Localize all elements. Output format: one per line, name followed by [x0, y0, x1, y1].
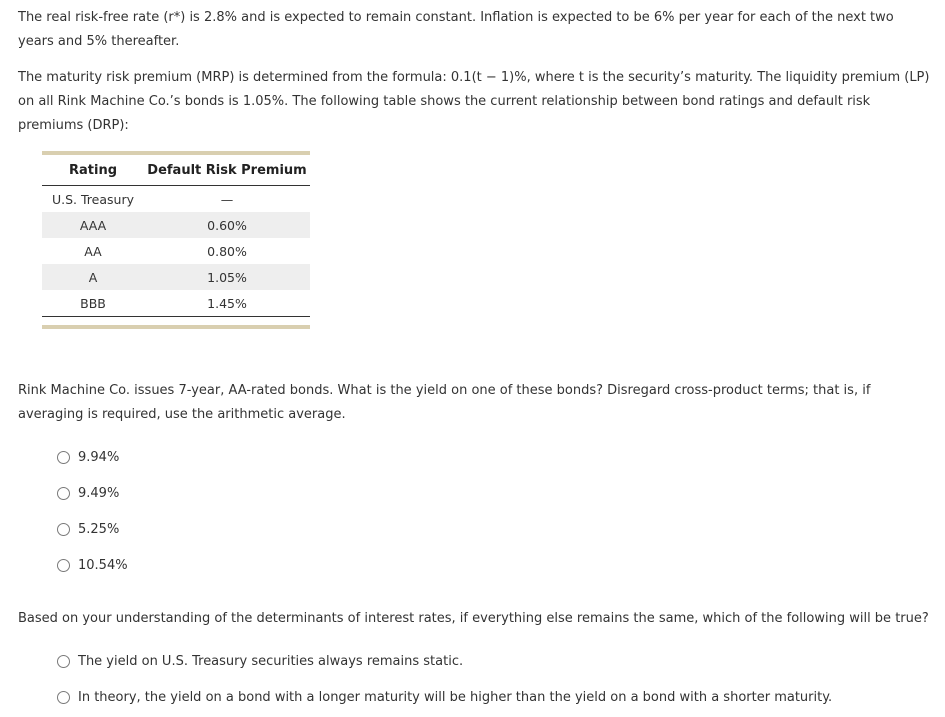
drp-cell: 1.45%	[144, 290, 310, 317]
drp-cell: 0.60%	[144, 212, 310, 238]
rating-cell: AAA	[42, 212, 144, 238]
question-1-text: Rink Machine Co. issues 7-year, AA-rated bonds. What is the yield on one of these bonds? Disregard cross-product terms; that is, if averaging is required, use the arithmetic average.	[18, 383, 871, 422]
option-label: In theory, the yield on a bond with a longer maturity will be higher than the yield on a bond with a shorter maturity.	[78, 689, 833, 705]
table-row	[42, 264, 310, 290]
rating-cell: U.S. Treasury	[52, 191, 134, 207]
table-row	[42, 238, 310, 264]
rating-cell: BBB	[42, 290, 144, 317]
table-row	[42, 290, 310, 317]
drp-cell: 1.05%	[144, 264, 310, 290]
rating-cell: AA	[84, 243, 102, 259]
option-label: The yield on U.S. Treasury securities always remains static.	[78, 653, 464, 669]
intro-paragraph-rates: The real risk-free rate (r*) is 2.8% and is expected to remain constant. Inflation is expected to be 6% per year for each of the next two years and 5% thereafter.	[18, 10, 894, 49]
rating-cell: A	[42, 264, 144, 290]
q2-option-2[interactable]	[57, 687, 832, 707]
drp-cell: —	[220, 191, 234, 207]
radio-button-icon[interactable]	[57, 523, 70, 536]
table-row	[42, 186, 310, 213]
default-risk-premium-table	[42, 151, 310, 329]
radio-button-icon[interactable]	[57, 655, 70, 668]
table-row	[42, 212, 310, 238]
option-label: 9.49%	[78, 485, 120, 501]
q1-option-1[interactable]	[57, 447, 119, 467]
table-spacer	[42, 317, 310, 328]
q2-option-1[interactable]	[57, 651, 463, 671]
option-label: 10.54%	[78, 557, 128, 573]
question-2-text: Based on your understanding of the determinants of interest rates, if everything else remains the same, which of the following will be true?	[18, 611, 929, 626]
radio-button-icon[interactable]	[57, 487, 70, 500]
option-label: 5.25%	[78, 521, 120, 537]
drp-cell: 0.80%	[207, 243, 247, 259]
column-header-drp: Default Risk Premium	[144, 153, 310, 186]
q1-option-2[interactable]	[57, 483, 119, 503]
q1-option-3[interactable]	[57, 519, 119, 539]
radio-button-icon[interactable]	[57, 559, 70, 572]
intro-paragraph-premiums: The maturity risk premium (MRP) is determined from the formula: 0.1(t − 1)%, where t is the security’s maturity. The liquidity premium (LP) on all Rink Machine Co.’s bonds is 1.05%. The following table shows the current relationship between bond ratings and default risk premiums (DRP):	[18, 70, 930, 133]
option-label: 9.94%	[78, 449, 120, 465]
q1-option-4[interactable]	[57, 555, 128, 575]
radio-button-icon[interactable]	[57, 691, 70, 704]
radio-button-icon[interactable]	[57, 451, 70, 464]
column-header-rating: Rating	[42, 153, 144, 186]
